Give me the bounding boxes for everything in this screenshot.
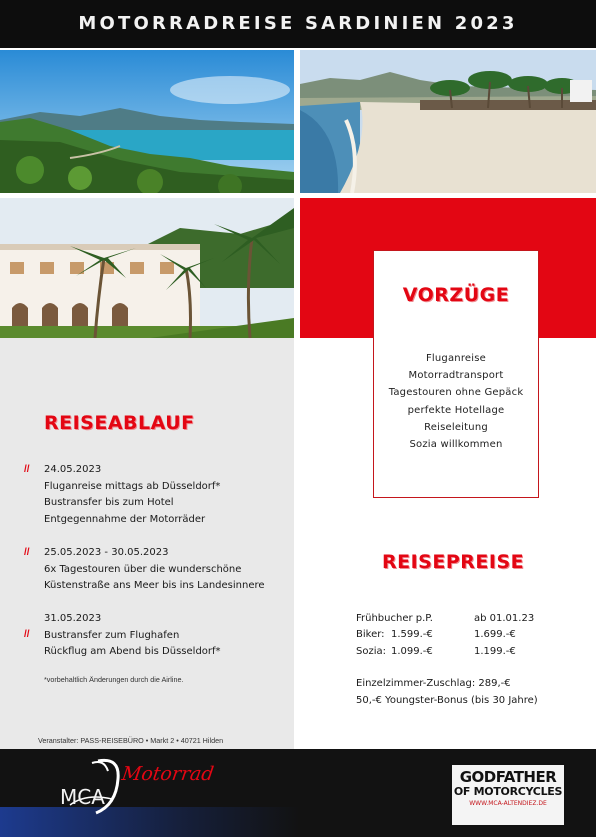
price-early-label: Frühbucher p.P. [356, 613, 433, 624]
price-single-room: Einzelzimmer-Zuschlag: 289,-€ [356, 678, 511, 689]
advantage-item: Reiseleitung [424, 421, 488, 433]
advantage-item: Motorradtransport [408, 370, 504, 382]
itinerary-day-2 [44, 545, 265, 595]
godfather-line-1: GODFATHER [459, 768, 557, 786]
itinerary-panel [0, 338, 294, 749]
advantages-list [373, 350, 539, 453]
motorrad-logo-text: Motorrad [120, 763, 216, 785]
price-biker-label: Biker: [356, 629, 385, 640]
itinerary-date: 31.05.2023 [44, 613, 102, 624]
price-biker-later: 1.699.-€ [474, 629, 516, 640]
photo-hotel [0, 198, 294, 338]
itinerary-line: Bustransfer zum Flughafen [44, 629, 180, 641]
itinerary-line: Entgegennahme der Motorräder [44, 513, 206, 525]
itinerary-line: Küstenstraße ans Meer bis ins Landesinnere [44, 580, 265, 591]
price-sozia-early: 1.099.-€ [391, 646, 433, 657]
mca-logo-text: MCA [60, 785, 105, 809]
itinerary-title: REISEABLAUF [44, 412, 195, 434]
advantage-item: perfekte Hotellage [407, 404, 505, 416]
itinerary-day-1 [44, 462, 220, 528]
advantage-item: Fluganreise [425, 353, 487, 364]
godfather-url: WWW.MCA-ALTENDIEZ.DE [469, 800, 547, 807]
price-sozia-label: Sozia: [356, 646, 386, 657]
advantage-item: Tagestouren ohne Gepäck [388, 387, 524, 399]
photo-beach [300, 50, 596, 193]
itinerary-line: 6x Tagestouren über die wunderschöne [44, 563, 242, 575]
itinerary-line: Bustransfer bis zum Hotel [44, 497, 174, 508]
itinerary-marker: // [24, 547, 30, 558]
itinerary-footnote: *vorbehaltlich Änderungen durch die Airline. [44, 675, 184, 684]
footer-bar [0, 749, 596, 837]
godfather-logo [450, 763, 566, 827]
itinerary-date: 24.05.2023 [44, 464, 102, 475]
itinerary-day-3 [44, 611, 221, 661]
godfather-line-2: OF MOTORCYCLES [453, 785, 563, 798]
itinerary-marker: // [24, 464, 30, 475]
advantage-item: Sozia willkommen [409, 439, 503, 451]
page-title: MOTORRADREISE SARDINIEN 2023 [78, 13, 518, 34]
itinerary-line: Rückflug am Abend bis Düsseldorf* [44, 646, 221, 657]
itinerary-line: Fluganreise mittags ab Düsseldorf* [44, 480, 221, 492]
organizer-line: Veranstalter: PASS-REISEBÜRO • Markt 2 • 40721 Hilden [38, 736, 224, 745]
price-later-label: ab 01.01.23 [474, 613, 535, 624]
photo-coast-bay [0, 50, 294, 193]
advantages-title: VORZÜGE [402, 284, 510, 306]
price-sozia-later: 1.199.-€ [474, 646, 516, 657]
itinerary-date: 25.05.2023 - 30.05.2023 [44, 547, 169, 558]
prices-title: REISEPREISE [382, 551, 525, 573]
price-biker-early: 1.599.-€ [391, 629, 433, 640]
itinerary-marker: // [24, 629, 30, 640]
price-youngster-bonus: 50,-€ Youngster-Bonus (bis 30 Jahre) [356, 695, 538, 706]
